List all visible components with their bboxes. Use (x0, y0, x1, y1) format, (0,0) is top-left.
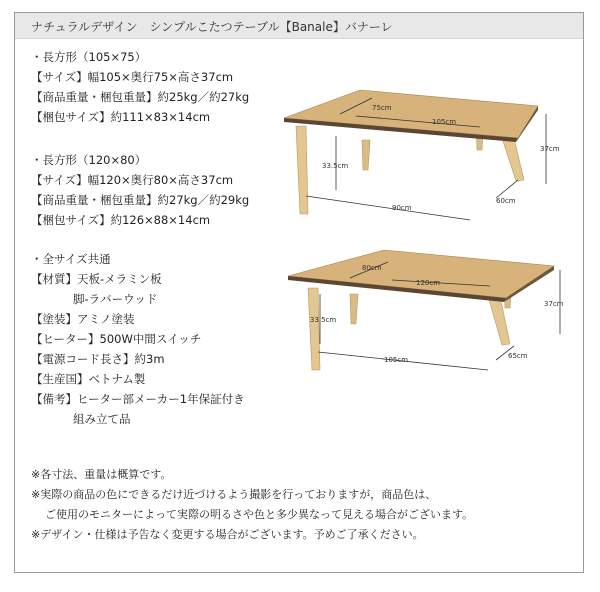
table-leg (502, 138, 524, 181)
spec-block-120x80 (31, 150, 249, 230)
table-diagram-120x80 (278, 248, 578, 378)
notes-block (31, 465, 473, 545)
spec-heading: ・全サイズ共通 (31, 252, 111, 266)
spec-line: 【梱包サイズ】約111×83×14cm (31, 110, 211, 124)
spec-line: 【電源コード長さ】約3m (31, 352, 165, 366)
table-diagram-105x75 (270, 80, 570, 230)
dim-leg-span-width: 90cm (392, 204, 412, 212)
page-title: ナチュラルデザイン シンプルこたつテーブル【Banale】バナーレ (31, 20, 393, 34)
spec-line: 【備考】ヒーター部メーカー1年保証付き (31, 392, 245, 406)
spec-line: 【梱包サイズ】約126×88×14cm (31, 213, 211, 227)
spec-line: 【商品重量・梱包重量】約27kg／約29kg (31, 193, 250, 207)
spec-line: 【塗装】アミノ塗装 (31, 312, 135, 326)
dim-height: 37cm (540, 145, 560, 153)
spec-line: 【生産国】ベトナム製 (31, 372, 146, 386)
note-line: ※実際の商品の色にできるだけ近づけるよう撮影を行っておりますが，商品色は、 (31, 488, 437, 501)
dim-leg-height: 33.5cm (322, 162, 349, 170)
note-line: ご使用のモニターによって実際の明るさや色と多少異なって見える場合がございます。 (45, 508, 474, 521)
table-leg (308, 288, 320, 370)
dim-leg-span-depth: 65cm (508, 352, 528, 360)
spec-line: 【サイズ】幅105×奥行75×高さ37cm (31, 70, 234, 84)
table-leg (350, 294, 358, 324)
dim-depth: 80cm (362, 264, 382, 272)
spec-line: 脚-ラバーウッド (73, 292, 158, 306)
spec-heading: ・長方形（120×80） (31, 153, 147, 167)
dim-leg-span-depth: 60cm (496, 197, 516, 205)
spec-line: 【ヒーター】500W中間スイッチ (31, 332, 202, 346)
spec-heading: ・長方形（105×75） (31, 50, 147, 64)
dim-leg-span-width: 105cm (384, 356, 409, 364)
header-bar (15, 13, 583, 39)
spec-block-common (31, 249, 245, 429)
dim-leg-height: 33.5cm (310, 316, 337, 324)
table-leg (296, 126, 308, 214)
spec-line: 【材質】天板-メラミン板 (31, 272, 162, 286)
dim-width: 105cm (432, 118, 457, 126)
note-line: ※各寸法、重量は概算です。 (31, 468, 172, 481)
dim-height: 37cm (544, 300, 564, 308)
spec-line: 【サイズ】幅120×奥行80×高さ37cm (31, 173, 234, 187)
spec-block-105x75 (31, 47, 249, 127)
table-leg (362, 140, 370, 170)
spec-line: 組み立て品 (73, 412, 131, 426)
dim-width: 120cm (416, 279, 441, 287)
note-line: ※デザイン・仕様は予告なく変更する場合がございます。予めご了承ください。 (31, 528, 424, 541)
spec-line: 【商品重量・梱包重量】約25kg／約27kg (31, 90, 250, 104)
dim-depth: 75cm (372, 104, 392, 112)
